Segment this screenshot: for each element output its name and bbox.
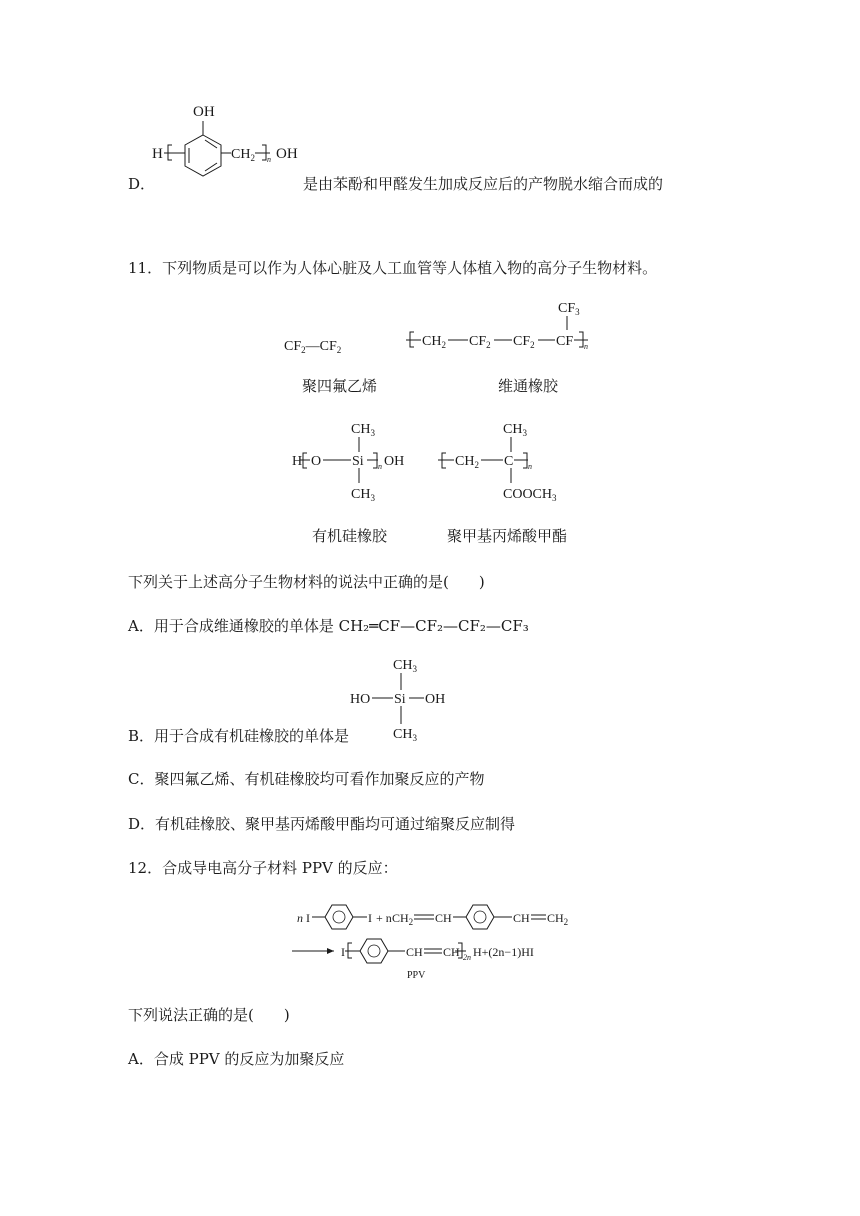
svg-text:I: I [341,945,345,959]
svg-text:CH3: $CH_3$ [351,487,375,503]
q11-stem: 11．下列物质是可以作为人体心脏及人工血管等人体植入物的高分子生物材料。 [128,259,658,277]
svg-text:CH3: $CH_3$ [393,658,417,674]
svg-text:2n: 2n [463,953,471,962]
svg-text:n: n [378,462,382,471]
svg-text:Si: Si [394,692,406,707]
svg-text:CH3: $CH_3$ [503,422,527,438]
svg-text:Si: Si [352,454,364,469]
svg-text:CH: CH [406,945,423,959]
svg-text:CF2: $CF_2$ [513,334,535,350]
svg-text:n: n [584,342,588,351]
svg-text:CH: CH [513,911,530,925]
svg-text:CH3: $CH_3$ [393,727,417,743]
phenolic-ch2: CH [231,147,251,162]
svg-text:CH2: $CH_2$ [547,911,569,927]
q11-question: 下列关于上述高分子生物材料的说法中正确的是( ) [128,573,485,591]
svg-text:I: I [306,911,310,925]
phenolic-oh-end: OH [276,146,298,162]
svg-text:CF3: $CF_3$ [558,301,580,317]
prev-option-d-label: D． [128,175,156,193]
svg-text:PPV: PPV [407,970,426,981]
q11-option-c: C．聚四氟乙烯、有机硅橡胶均可看作加聚反应的产物 [128,770,485,788]
silicone-name: 有机硅橡胶 [312,527,388,545]
pmma-name: 聚甲基丙烯酸甲酯 [447,527,568,545]
phenolic-oh-top: OH [193,104,215,120]
q12-option-a: A．合成 PPV 的反应为加聚反应 [128,1050,345,1068]
svg-text:H+(2n−1)HI: H+(2n−1)HI [473,945,534,959]
svg-text:CF: CF [556,334,574,349]
svg-text:C: C [504,454,514,469]
svg-text:O: O [311,454,322,469]
viton-name: 维通橡胶 [498,377,559,395]
ptfe-name: 聚四氟乙烯 [302,377,378,395]
svg-text:HO: HO [350,692,371,707]
svg-text:CH3: $CH_3$ [351,422,375,438]
q12-stem: 12．合成导电高分子材料 PPV 的反应： [128,859,398,877]
svg-text:CH2: $CH_2$ [231,147,255,163]
q11-option-a: A．用于合成维通橡胶的单体是 CH₂═CF—CF₂—CF₂—CF₃ [128,617,529,635]
phenolic-h-left: H [152,146,163,162]
svg-text:CF2: $CF_2$ [469,334,491,350]
svg-text:CH2: $CH_2$ [392,911,414,927]
q11-option-d: D．有机硅橡胶、聚甲基丙烯酸甲酯均可通过缩聚反应制得 [128,815,516,833]
svg-text:CH2: $CH_2$ [422,334,446,350]
svg-text:CH: CH [443,945,460,959]
svg-text:COOCH3: $COOCH_3$ [503,487,557,503]
q12-question: 下列说法正确的是( ) [128,1006,290,1024]
svg-text:n: n [528,462,532,471]
svg-text:CH: CH [435,911,452,925]
svg-text:OH: OH [384,454,405,469]
q11-option-b: B．用于合成有机硅橡胶的单体是 [128,727,350,745]
svg-text:CF2—CF2: $CF_2—CF_2$ [284,339,342,355]
svg-text:H: H [292,454,303,469]
svg-text:+ n: + n [376,911,392,925]
svg-text:OH: OH [425,692,446,707]
phenolic-n: n [267,155,271,164]
prev-option-d-text: 是由苯酚和甲醛发生加成反应后的产物脱水缩合而成的 [303,175,664,193]
svg-text:CH2: $CH_2$ [455,454,479,470]
svg-text:n: n [297,911,303,925]
svg-text:I: I [368,911,372,925]
